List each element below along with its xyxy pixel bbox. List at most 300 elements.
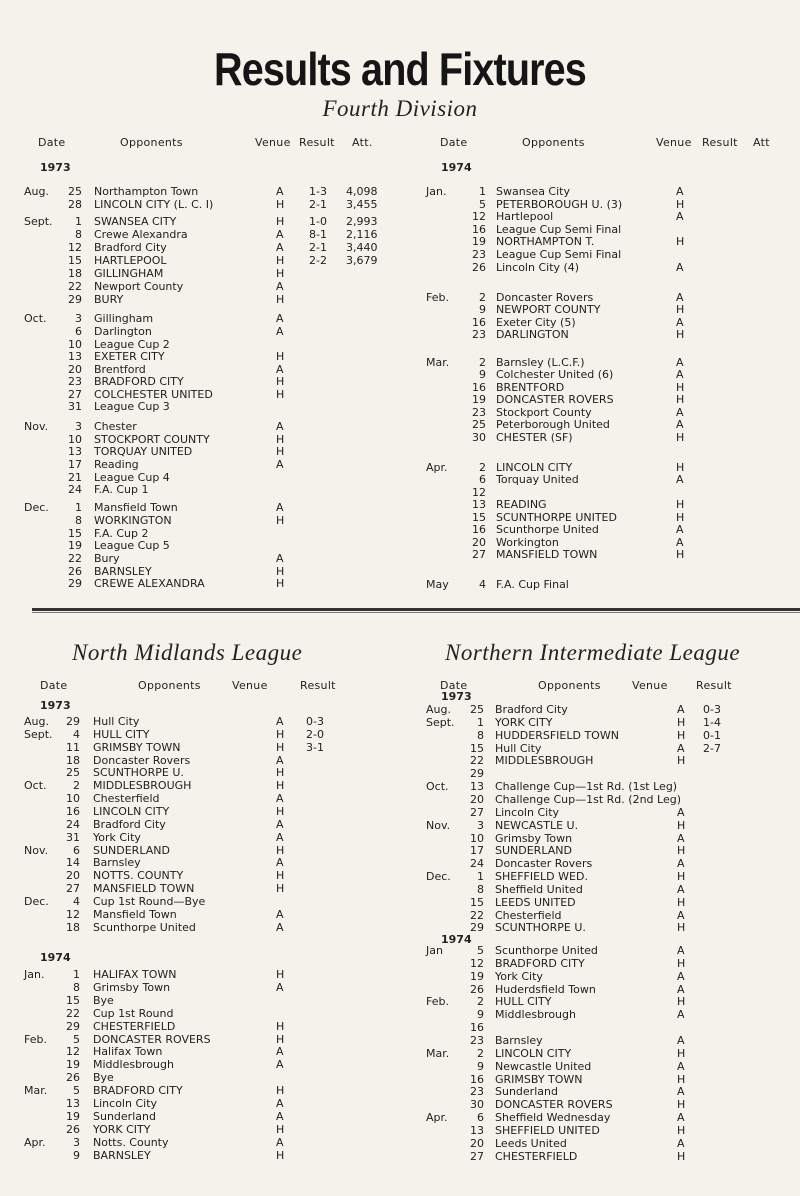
fixture-day: 19 — [470, 969, 484, 983]
year-label: 1974 — [40, 951, 71, 964]
fixture-month: Jan. — [24, 968, 45, 981]
fixture-opponent: LINCOLN CITY — [496, 461, 573, 474]
fixture-venue: H — [276, 869, 285, 883]
page-title: Results and Fixtures — [214, 43, 586, 95]
fixture-venue: A — [677, 831, 685, 845]
fixture-result: 2-2 — [309, 254, 327, 267]
fixture-opponent: Gillingham — [94, 312, 154, 325]
fixture-opponent: PETERBOROUGH U. (3) — [496, 198, 623, 211]
fixture-opponent: HALIFAX TOWN — [93, 968, 177, 981]
fixture-venue: A — [276, 420, 284, 433]
fixture-opponent: HUDDERSFIELD TOWN — [495, 728, 619, 742]
fixture-day: 13 — [66, 1097, 80, 1110]
fixture-day: 18 — [66, 920, 80, 934]
fixture-day: 22 — [68, 280, 82, 293]
fixture-day: 12 — [66, 907, 80, 921]
fixture-month: Sept. — [24, 727, 53, 741]
fixture-opponent: BRADFORD CITY — [93, 1084, 183, 1098]
fixture-opponent: BRENTFORD — [496, 381, 565, 394]
fixture-day: 29 — [470, 767, 484, 781]
fixture-day: 30 — [470, 1098, 484, 1112]
fixture-venue: A — [276, 1058, 284, 1072]
fixture-opponent: Chester — [94, 420, 137, 433]
fixture-month: Apr. — [24, 1135, 46, 1149]
header-date: Date — [38, 136, 66, 149]
fixture-venue: H — [677, 1046, 686, 1060]
fixture-opponent: Mansfield Town — [94, 501, 178, 514]
fixture-venue: H — [676, 393, 685, 406]
fixture-day: 25 — [66, 766, 80, 780]
header-att: Att — [753, 136, 770, 149]
fixture-day: 27 — [66, 882, 80, 896]
fixture-venue: H — [276, 1122, 285, 1136]
fixture-day: 5 — [479, 198, 486, 211]
fixture-day: 23 — [472, 406, 486, 419]
fixture-opponent: BARNSLEY — [94, 565, 152, 578]
fixture-day: 23 — [472, 328, 486, 341]
fixture-day: 19 — [66, 1109, 80, 1123]
fixture-opponent: Lincoln City (4) — [496, 261, 580, 274]
fixture-opponent: Middlesbrough — [495, 1008, 576, 1022]
fixture-venue: A — [276, 907, 284, 921]
fixture-month: Feb. — [426, 291, 449, 304]
fixture-venue: A — [677, 944, 685, 957]
fixture-day: 16 — [472, 381, 486, 394]
fixture-venue: H — [276, 882, 285, 896]
fixture-opponent: League Cup 4 — [94, 471, 170, 484]
fixture-opponent: BARNSLEY — [93, 1148, 151, 1162]
fixture-venue: H — [276, 514, 285, 527]
fixture-venue: H — [276, 433, 285, 446]
fixture-day: 8 — [477, 728, 484, 742]
fixture-month: Jan. — [426, 185, 447, 198]
fixture-venue: A — [276, 1135, 284, 1149]
fixture-opponent: STOCKPORT COUNTY — [94, 433, 210, 446]
fixture-day: 1 — [75, 215, 82, 228]
fixture-opponent: NEWPORT COUNTY — [496, 303, 601, 316]
fixture-opponent: Stockport County — [496, 406, 592, 419]
fixture-day: 24 — [66, 817, 80, 831]
fixture-venue: H — [677, 1123, 686, 1137]
fixture-opponent: League Cup 2 — [94, 338, 170, 351]
fixture-opponent: Leeds United — [495, 1136, 567, 1150]
fixture-day: 8 — [73, 980, 80, 994]
fixture-day: 15 — [68, 254, 82, 267]
fixture-opponent: Middlesbrough — [93, 1058, 174, 1072]
fixture-day: 27 — [68, 388, 82, 401]
fixture-opponent: Hull City — [93, 715, 140, 728]
fixture-venue: H — [677, 844, 686, 858]
fixture-venue: A — [677, 1136, 685, 1150]
fixture-opponent: CHESTER (SF) — [496, 431, 573, 444]
fixture-opponent: Lincoln City — [93, 1097, 158, 1110]
fixture-day: 3 — [477, 818, 484, 832]
fixture-day: 6 — [477, 1111, 484, 1125]
header-result: Result — [299, 136, 335, 149]
fixture-result: 2-1 — [309, 198, 327, 211]
fixture-opponent: Sheffield United — [495, 882, 583, 896]
fixture-venue: A — [276, 920, 284, 934]
fixture-result: 1-3 — [309, 185, 327, 198]
north-midlands-subtitle: North Midlands League — [72, 640, 303, 665]
fixture-opponent: Chesterfield — [495, 908, 562, 922]
header-opponents: Opponents — [522, 136, 585, 149]
fixture-venue: H — [676, 381, 685, 394]
fixture-result: 2-0 — [306, 727, 324, 741]
fixture-opponent: MANSFIELD TOWN — [496, 548, 598, 561]
fixture-opponent: Grimsby Town — [495, 831, 573, 845]
fixture-opponent: HULL CITY — [93, 727, 150, 741]
fixture-opponent: EXETER CITY — [94, 350, 165, 363]
fixture-day: 30 — [472, 431, 486, 444]
fixture-opponent: Colchester United (6) — [496, 368, 614, 381]
fixture-day: 2 — [479, 356, 486, 369]
fixture-opponent: Bye — [93, 993, 114, 1007]
header-att: Att. — [352, 136, 373, 149]
fixture-day: 1 — [73, 968, 80, 981]
fixture-opponent: York City — [495, 969, 543, 983]
fixture-day: 13 — [68, 445, 82, 458]
fixture-opponent: CHESTERFIELD — [93, 1019, 176, 1033]
fixture-day: 3 — [75, 312, 82, 325]
fixture-opponent: Exeter City (5) — [496, 316, 576, 329]
northern-intermediate-subtitle: Northern Intermediate League — [445, 640, 741, 665]
fixture-venue: A — [676, 261, 684, 274]
fixture-opponent: Scunthorpe United — [495, 944, 598, 957]
fixture-opponent: League Cup Semi Final — [496, 223, 622, 236]
fixture-day: 4 — [479, 578, 486, 591]
fixture-opponent: SCUNTHORPE U. — [93, 766, 184, 780]
fixture-day: 13 — [470, 780, 484, 794]
fixture-day: 1 — [477, 870, 484, 884]
fixture-venue: H — [276, 215, 285, 228]
fixture-venue: H — [276, 1019, 285, 1033]
fixture-day: 16 — [472, 223, 486, 236]
fixture-opponent: DONCASTER ROVERS — [93, 1032, 211, 1046]
fixture-venue: A — [276, 185, 284, 198]
fixture-day: 16 — [472, 523, 486, 536]
fixture-day: 8 — [75, 514, 82, 527]
header-result: Result — [300, 679, 336, 692]
fixture-day: 5 — [73, 1084, 80, 1098]
fixture-opponent: COLCHESTER UNITED — [94, 388, 213, 401]
fixture-month: Mar. — [426, 1046, 450, 1060]
fixture-venue: A — [276, 552, 284, 565]
fixture-opponent: DONCASTER ROVERS — [496, 393, 614, 406]
fixture-day: 27 — [472, 548, 486, 561]
fixture-opponent: Hartlepool — [496, 210, 554, 223]
fixture-opponent: Notts. County — [93, 1135, 169, 1149]
fixture-month: Jan — [426, 944, 443, 957]
fixture-day: 22 — [470, 754, 484, 768]
fixture-opponent: Brentford — [94, 363, 146, 376]
fixture-day: 16 — [472, 316, 486, 329]
fixture-venue: A — [676, 473, 684, 486]
fixture-venue: H — [676, 431, 685, 444]
fixture-day: 13 — [472, 498, 486, 511]
fixture-opponent: SUNDERLAND — [495, 844, 572, 858]
fixture-result: 0-3 — [703, 703, 721, 716]
fixture-day: 29 — [68, 293, 82, 306]
header-opponents: Opponents — [138, 679, 201, 692]
fixture-opponent: Grimsby Town — [93, 980, 171, 994]
fixture-attendance: 4,098 — [346, 185, 378, 198]
fixture-day: 26 — [472, 261, 486, 274]
fixture-day: 19 — [68, 539, 82, 552]
fixture-result: 0-1 — [703, 728, 721, 742]
fixture-venue: A — [677, 1111, 685, 1125]
fixture-result: 2-7 — [703, 741, 721, 755]
fixture-opponent: GILLINGHAM — [94, 267, 164, 280]
fixture-venue: H — [677, 728, 686, 742]
fixture-venue: H — [276, 779, 285, 793]
fixture-opponent: MIDDLESBROUGH — [495, 754, 594, 768]
fixture-venue: A — [676, 368, 684, 381]
fixture-month: Nov. — [24, 420, 49, 433]
fixture-month: Dec. — [24, 501, 49, 514]
fixture-day: 2 — [479, 291, 486, 304]
fixture-attendance: 3,679 — [346, 254, 378, 267]
fixture-opponent: NORTHAMPTON T. — [496, 235, 595, 248]
header-opponents: Opponents — [120, 136, 183, 149]
fixture-venue: A — [677, 741, 685, 755]
fixture-venue: A — [276, 792, 284, 806]
fixture-day: 20 — [68, 363, 82, 376]
fixture-month: Dec. — [426, 870, 451, 884]
fixture-venue: A — [276, 753, 284, 767]
fixture-day: 16 — [470, 1072, 484, 1086]
fixture-day: 10 — [68, 433, 82, 446]
fixture-month: Aug. — [24, 715, 49, 728]
fixture-venue: H — [276, 843, 285, 857]
fixture-day: 15 — [470, 895, 484, 909]
header-result: Result — [696, 679, 732, 692]
fixture-month: Feb. — [24, 1032, 47, 1046]
fixture-day: 12 — [68, 241, 82, 254]
fixture-venue: A — [276, 1109, 284, 1123]
fixture-venue: H — [276, 375, 285, 388]
fixture-venue: A — [276, 228, 284, 241]
fixture-venue: A — [677, 1033, 685, 1047]
fixture-day: 17 — [68, 458, 82, 471]
fixture-day: 26 — [470, 982, 484, 996]
fixture-venue: A — [276, 458, 284, 471]
fixture-day: 18 — [66, 753, 80, 767]
fixture-opponent: SUNDERLAND — [93, 843, 170, 857]
fixture-attendance: 2,993 — [346, 215, 378, 228]
fixture-opponent: Challenge Cup—1st Rd. (1st Leg) — [495, 780, 678, 794]
fixture-opponent: MIDDLESBROUGH — [93, 779, 192, 793]
fixture-day: 15 — [68, 527, 82, 540]
fixture-opponent: Doncaster Rovers — [495, 857, 593, 871]
fixture-day: 21 — [68, 471, 82, 484]
fixture-day: 10 — [66, 792, 80, 806]
fixture-opponent: Cup 1st Round — [93, 1006, 174, 1020]
year-label: 1973 — [441, 690, 472, 703]
fixture-day: 3 — [73, 1135, 80, 1149]
fixture-opponent: SHEFFIELD WED. — [495, 870, 588, 884]
year-label: 1974 — [441, 161, 472, 174]
fixture-venue: A — [676, 418, 684, 431]
fixture-opponent: SCUNTHORPE U. — [495, 921, 586, 935]
fixture-opponent: HARTLEPOOL — [94, 254, 167, 267]
fixture-opponent: Newport County — [94, 280, 184, 293]
fixture-venue: H — [276, 350, 285, 363]
fixture-day: 22 — [470, 908, 484, 922]
fixture-day: 3 — [75, 420, 82, 433]
fixture-month: Sept. — [426, 715, 455, 729]
fixture-month: Apr. — [426, 1111, 448, 1125]
fixture-day: 9 — [479, 303, 486, 316]
fixture-venue: A — [677, 908, 685, 922]
fixture-opponent: Swansea City — [496, 185, 570, 198]
fixture-day: 2 — [73, 779, 80, 793]
fixture-day: 12 — [472, 486, 486, 499]
fixture-opponent: NEWCASTLE U. — [495, 818, 579, 832]
fixture-day: 29 — [470, 921, 484, 935]
fixture-venue: A — [676, 523, 684, 536]
fixture-venue: H — [677, 995, 686, 1009]
fixture-opponent: YORK CITY — [495, 715, 553, 729]
fixture-opponent: Crewe Alexandra — [94, 228, 188, 241]
fixture-venue: A — [676, 291, 684, 304]
fixture-day: 1 — [479, 185, 486, 198]
fixture-day: 19 — [472, 235, 486, 248]
fixture-month: Dec. — [24, 894, 49, 908]
header-venue: Venue — [632, 679, 668, 692]
fixture-venue: H — [676, 461, 685, 474]
fixture-day: 5 — [73, 1032, 80, 1046]
fixture-venue: H — [276, 388, 285, 401]
fixture-day: 6 — [479, 473, 486, 486]
fixture-venue: H — [276, 577, 285, 590]
fixture-day: 20 — [470, 792, 484, 806]
fixture-day: 19 — [66, 1058, 80, 1072]
fourth-division-subtitle: Fourth Division — [322, 96, 478, 121]
fixture-opponent: SHEFFIELD UNITED — [495, 1123, 600, 1137]
fixture-venue: H — [276, 727, 285, 741]
fixture-venue: A — [276, 856, 284, 870]
fixture-venue: H — [677, 870, 686, 884]
fixture-venue: A — [676, 316, 684, 329]
fixture-venue: H — [276, 445, 285, 458]
fixture-opponent: F.A. Cup Final — [496, 578, 569, 591]
fixture-day: 15 — [470, 741, 484, 755]
fixture-opponent: League Cup 3 — [94, 400, 170, 413]
header-date: Date — [40, 679, 68, 692]
fixture-month: Nov. — [426, 818, 451, 832]
fixture-opponent: YORK CITY — [93, 1122, 151, 1136]
fixture-venue: A — [677, 1085, 685, 1099]
fixture-opponent: CREWE ALEXANDRA — [94, 577, 205, 590]
fixture-day: 9 — [73, 1148, 80, 1162]
fixture-opponent: MANSFIELD TOWN — [93, 882, 195, 896]
fixture-opponent: Huderdsfield Town — [495, 982, 596, 996]
fixture-venue: H — [677, 1149, 686, 1163]
fixture-day: 23 — [470, 1033, 484, 1047]
fixture-venue: H — [276, 254, 285, 267]
fixture-day: 25 — [68, 185, 82, 198]
fixture-result: 1-0 — [309, 215, 327, 228]
fixture-day: 2 — [477, 995, 484, 1009]
fixture-day: 13 — [470, 1123, 484, 1137]
fixture-opponent: Doncaster Rovers — [496, 291, 594, 304]
fixture-opponent: Reading — [94, 458, 139, 471]
fixture-venue: H — [276, 1148, 285, 1162]
fixture-day: 12 — [472, 210, 486, 223]
fixture-venue: H — [676, 548, 685, 561]
fixture-day: 10 — [470, 831, 484, 845]
header-opponents: Opponents — [538, 679, 601, 692]
fixture-venue: H — [677, 715, 686, 729]
fixture-attendance: 3,440 — [346, 241, 378, 254]
fixture-day: 28 — [68, 198, 82, 211]
fixture-day: 18 — [68, 267, 82, 280]
fixture-venue: A — [677, 1008, 685, 1022]
year-label: 1974 — [441, 933, 472, 946]
fixture-venue: H — [676, 235, 685, 248]
fixture-opponent: CHESTERFIELD — [495, 1149, 578, 1163]
fixture-venue: H — [677, 956, 686, 970]
fixture-day: 15 — [472, 511, 486, 524]
fixture-venue: H — [276, 198, 285, 211]
fixture-result: 8-1 — [309, 228, 327, 241]
fixture-venue: H — [676, 498, 685, 511]
fixture-venue: H — [677, 818, 686, 832]
fixture-opponent: League Cup 5 — [94, 539, 170, 552]
fixture-opponent: Doncaster Rovers — [93, 753, 191, 767]
fixture-opponent: Lincoln City — [495, 805, 560, 819]
fixture-opponent: Newcastle United — [495, 1059, 592, 1073]
fixture-venue: H — [676, 511, 685, 524]
fixture-day: 6 — [73, 843, 80, 857]
fixture-opponent: York City — [93, 830, 141, 844]
fixture-venue: A — [276, 280, 284, 293]
fixture-month: Oct. — [24, 779, 47, 793]
fixture-month: Nov. — [24, 843, 49, 857]
fixture-opponent: Bradford City — [495, 703, 568, 716]
fixture-venue: H — [276, 766, 285, 780]
fixture-opponent: BURY — [94, 293, 124, 306]
fixture-venue: H — [677, 895, 686, 909]
fixture-month: Aug. — [426, 703, 451, 716]
fixture-opponent: Workington — [496, 536, 559, 549]
fixture-day: 9 — [479, 368, 486, 381]
fixture-opponent: Peterborough United — [496, 418, 610, 431]
header-date: Date — [440, 679, 468, 692]
fixture-day: 24 — [68, 483, 82, 496]
fixture-day: 23 — [68, 375, 82, 388]
fixture-day: 26 — [68, 565, 82, 578]
fixture-venue: H — [276, 565, 285, 578]
fixture-result: 3-1 — [306, 740, 324, 754]
fixture-venue: H — [677, 1098, 686, 1112]
fixture-day: 20 — [472, 536, 486, 549]
fixture-month: Feb. — [426, 995, 449, 1009]
fixture-venue: A — [276, 1097, 284, 1110]
header-venue: Venue — [232, 679, 268, 692]
fixture-opponent: LINCOLN CITY — [93, 804, 170, 818]
fixture-month: May — [426, 578, 449, 591]
fixture-opponent: Bradford City — [94, 241, 167, 254]
fixture-opponent: BRADFORD CITY — [94, 375, 184, 388]
fixture-day: 25 — [472, 418, 486, 431]
fixture-day: 16 — [470, 1021, 484, 1035]
fixture-day: 5 — [477, 944, 484, 957]
fixture-opponent: NOTTS. COUNTY — [93, 869, 184, 883]
fixture-day: 16 — [66, 804, 80, 818]
fixture-venue: A — [676, 406, 684, 419]
